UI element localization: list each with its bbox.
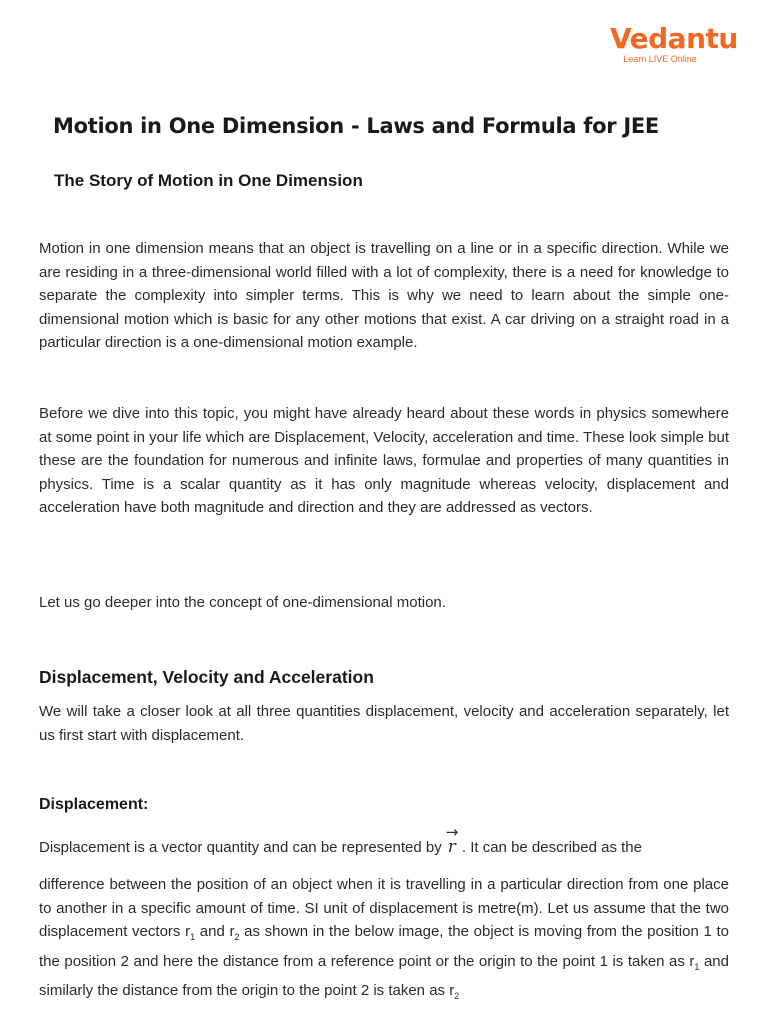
text-run: . It can be described as the	[461, 839, 642, 856]
document-title: Motion in One Dimension - Laws and Formula for JEE	[53, 114, 659, 138]
vector-r-symbol	[445, 823, 459, 860]
paragraph-overview: We will take a closer look at all three quantities displacement, velocity and acceleration separately, let us first start with displacement.	[39, 703, 729, 744]
subscript: 2	[454, 991, 460, 1001]
logo-tagline: Learn LIVE Online	[623, 54, 697, 64]
text-run: difference between the position of an object when it is travelling in a particular direction from one place to another in a specific amount of time. SI unit of displacement is metre(m). Let us assume that the two displacement vectors r	[39, 876, 729, 940]
vector-arrow-icon: →	[445, 823, 459, 841]
vedantu-logo	[610, 22, 738, 65]
text-run: and similarly the distance from the origin to the point 2 is taken as r	[39, 952, 729, 999]
text-run: as shown in the below image, the object is moving from the position 1 to the position 2 and here the distance from a reference point or the origin to the point 1 is taken as r	[39, 923, 729, 970]
text-run: and r	[195, 923, 235, 940]
paragraph-background: Before we dive into this topic, you might have already heard about these words in physics somewhere at some point in your life which are Displacement, Velocity, acceleration and time. These look simple but these are the foundation for numerous and infinite laws, formulae and properties of many quantities in physics. Time is a scalar quantity as it has only magnitude whereas velocity, displacement and acceleration have both magnitude and direction and they are addressed as vectors.	[39, 405, 729, 516]
logo-wordmark: Vedantu	[610, 22, 738, 55]
section-heading: Displacement, Velocity and Acceleration	[39, 667, 374, 687]
subscript: 1	[190, 932, 196, 942]
subscript: 2	[234, 932, 240, 942]
subscript: 1	[694, 961, 700, 972]
story-heading: The Story of Motion in One Dimension	[54, 171, 363, 190]
paragraph-displacement-detail	[39, 873, 729, 1009]
text-run: Displacement is a vector quantity and can be represented by	[39, 839, 442, 856]
vector-letter: r	[447, 837, 456, 857]
paragraph-intro: Motion in one dimension means that an object is travelling on a line or in a specific direction. While we are residing in a three-dimensional world filled with a lot of complexity, there is a need for knowledge to separate the complexity into simpler terms. This is why we need to learn about the simple one-dimensional motion which is basic for any other motions that exist. A car driving on a straight road in a particular direction is a one-dimensional motion example.	[39, 240, 729, 351]
paragraph-go-deeper: Let us go deeper into the concept of one-dimensional motion.	[39, 594, 446, 611]
displacement-heading: Displacement:	[39, 796, 149, 813]
paragraph-displacement-def	[39, 823, 729, 860]
